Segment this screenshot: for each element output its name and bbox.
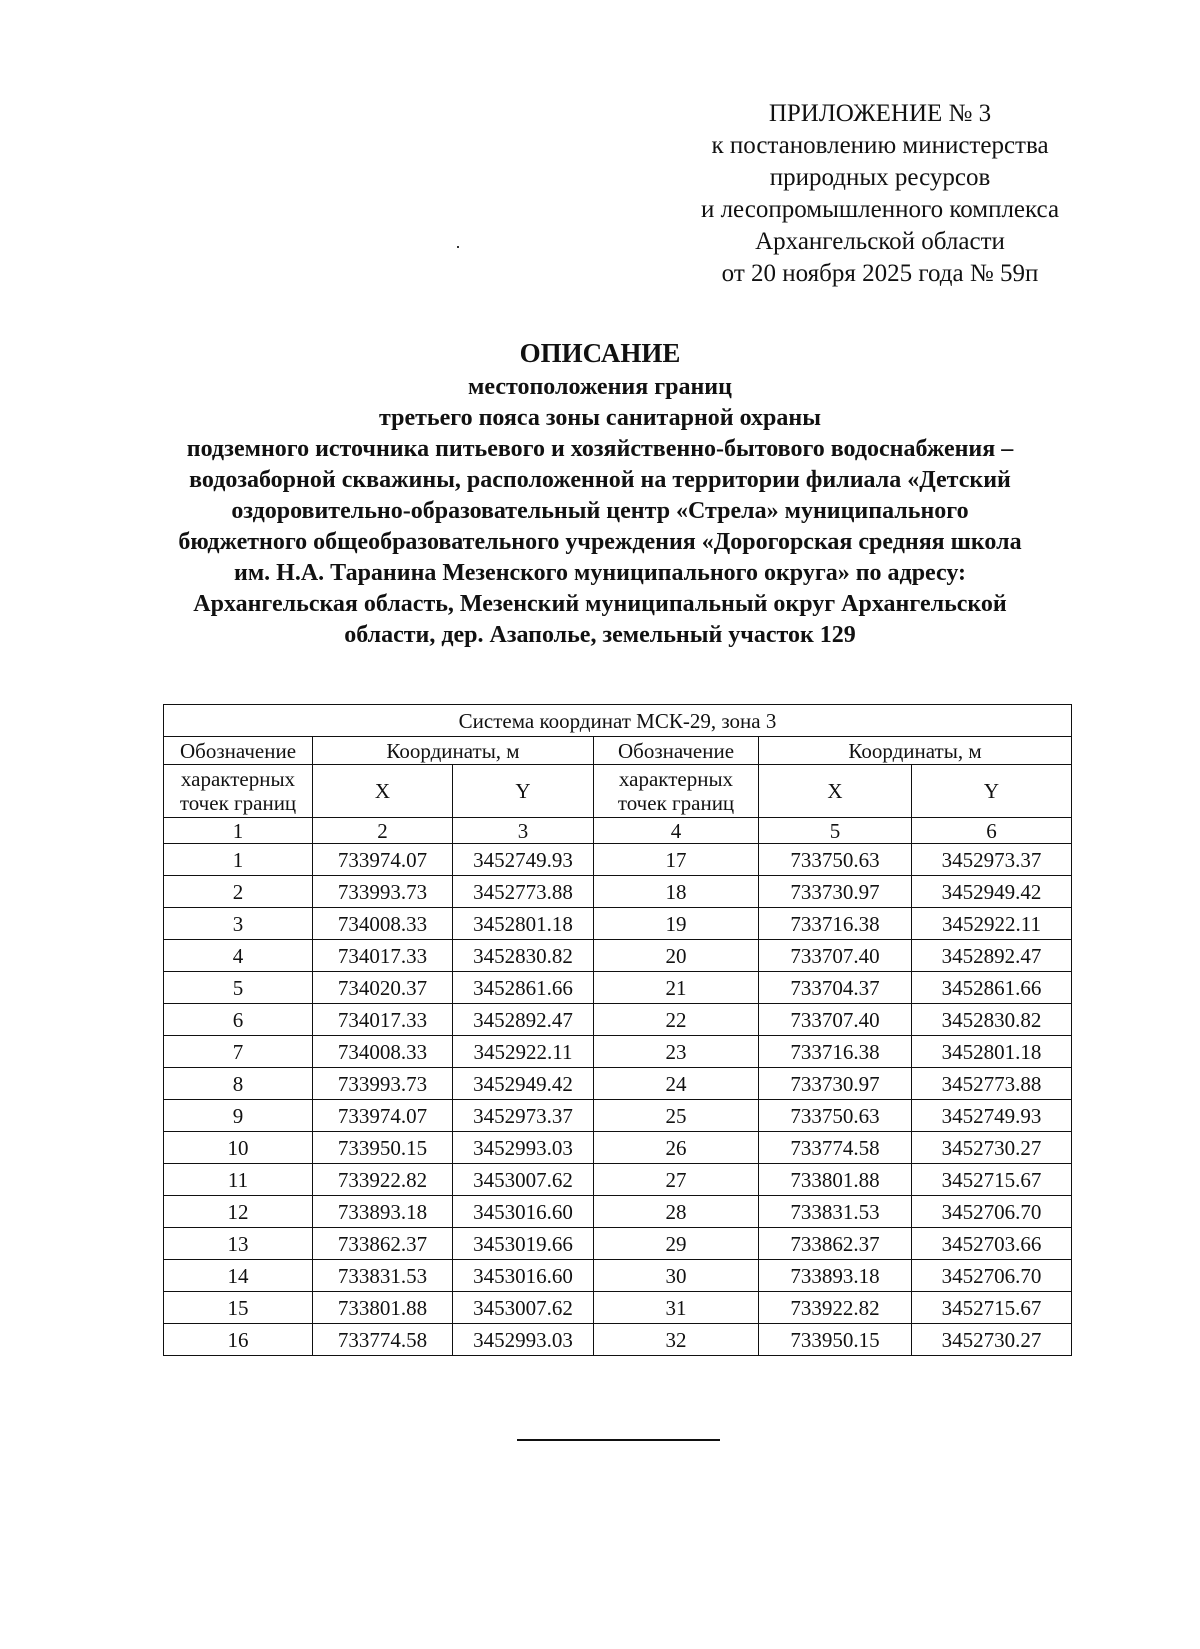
- table-row: [164, 1132, 1072, 1164]
- x-coordinate: 733831.53: [759, 1196, 912, 1228]
- y-coordinate: 3453019.66: [453, 1228, 594, 1260]
- table-row: [164, 1004, 1072, 1036]
- point-number: 17: [594, 844, 759, 876]
- y-coordinate: 3452861.66: [453, 972, 594, 1004]
- point-number: 27: [594, 1164, 759, 1196]
- column-number: 2: [313, 818, 453, 844]
- y-coordinate: 3452703.66: [912, 1228, 1072, 1260]
- point-number: 6: [164, 1004, 313, 1036]
- table-row: [164, 940, 1072, 972]
- x-coordinate: 733993.73: [313, 1068, 453, 1100]
- table-row: [164, 876, 1072, 908]
- y-coordinate: 3453007.62: [453, 1292, 594, 1324]
- point-number: 13: [164, 1228, 313, 1260]
- title-line: местоположения границ: [468, 374, 732, 400]
- point-header-cell: [594, 765, 759, 818]
- x-coordinate: 734017.33: [313, 1004, 453, 1036]
- y-coordinate: 3452949.42: [912, 876, 1072, 908]
- y-coordinate: 3452830.82: [453, 940, 594, 972]
- point-number: 9: [164, 1100, 313, 1132]
- x-coordinate: 733950.15: [313, 1132, 453, 1164]
- y-coordinate: 3452773.88: [453, 876, 594, 908]
- x-coordinate: 733974.07: [313, 1100, 453, 1132]
- y-coordinate: 3452801.18: [453, 908, 594, 940]
- point-number: 12: [164, 1196, 313, 1228]
- x-header: X: [759, 765, 912, 818]
- point-number: 22: [594, 1004, 759, 1036]
- x-coordinate: 733750.63: [759, 844, 912, 876]
- title-line: водозаборной скважины, расположенной на территории филиала «Детский: [189, 467, 1011, 493]
- x-coordinate: 733716.38: [759, 908, 912, 940]
- title-line: третьего пояса зоны санитарной охраны: [379, 405, 821, 431]
- table-row: [164, 1292, 1072, 1324]
- title-line: подземного источника питьевого и хозяйственно-бытового водоснабжения –: [186, 436, 1014, 462]
- x-coordinate: 733922.82: [313, 1164, 453, 1196]
- coordinates-table: [163, 704, 1072, 1356]
- coords-header: Координаты, м: [759, 737, 1072, 765]
- x-coordinate: 733893.18: [313, 1196, 453, 1228]
- point-header-line: Обозначение: [164, 737, 313, 765]
- x-coordinate: 734020.37: [313, 972, 453, 1004]
- y-coordinate: 3453016.60: [453, 1196, 594, 1228]
- point-header-line: характерных: [618, 767, 734, 791]
- x-coordinate: 733774.58: [759, 1132, 912, 1164]
- table-row: [164, 1324, 1072, 1356]
- y-coordinate: 3452993.03: [453, 1132, 594, 1164]
- appendix-line: ПРИЛОЖЕНИЕ № 3: [768, 100, 992, 127]
- x-coordinate: 733707.40: [759, 1004, 912, 1036]
- title-main: ОПИСАНИЕ: [519, 338, 681, 368]
- table-row: [164, 1260, 1072, 1292]
- point-number: 23: [594, 1036, 759, 1068]
- appendix-line: от 20 ноября 2025 года № 59п: [721, 260, 1039, 287]
- x-coordinate: 733950.15: [759, 1324, 912, 1356]
- table-row: [164, 1196, 1072, 1228]
- table-row: [164, 1100, 1072, 1132]
- point-number: 31: [594, 1292, 759, 1324]
- table-row: [164, 972, 1072, 1004]
- title-line: им. Н.А. Таранина Мезенского муниципального округа» по адресу:: [233, 560, 966, 586]
- point-number: 20: [594, 940, 759, 972]
- column-number-row: [164, 818, 1072, 844]
- y-coordinate: 3452922.11: [453, 1036, 594, 1068]
- y-coordinate: 3452830.82: [912, 1004, 1072, 1036]
- x-coordinate: 733801.88: [759, 1164, 912, 1196]
- x-coordinate: 734008.33: [313, 908, 453, 940]
- y-coordinate: 3453007.62: [453, 1164, 594, 1196]
- table-row: [164, 1228, 1072, 1260]
- x-coordinate: 733974.07: [313, 844, 453, 876]
- point-number: 30: [594, 1260, 759, 1292]
- point-number: 19: [594, 908, 759, 940]
- x-coordinate: 733730.97: [759, 876, 912, 908]
- column-number: 4: [594, 818, 759, 844]
- system-row: [164, 705, 1072, 737]
- scan-speck: [457, 246, 459, 248]
- y-coordinate: 3453016.60: [453, 1260, 594, 1292]
- point-header-line: характерных: [180, 767, 296, 791]
- coordinate-system-label: Система координат МСК-29, зона 3: [164, 705, 1072, 737]
- y-coordinate: 3452715.67: [912, 1292, 1072, 1324]
- appendix-line: и лесопромышленного комплекса: [700, 196, 1060, 223]
- x-coordinate: 733716.38: [759, 1036, 912, 1068]
- y-coordinate: 3452993.03: [453, 1324, 594, 1356]
- x-coordinate: 733801.88: [313, 1292, 453, 1324]
- y-coordinate: 3452922.11: [912, 908, 1072, 940]
- appendix-line: природных ресурсов: [769, 164, 991, 191]
- x-coordinate: 733730.97: [759, 1068, 912, 1100]
- point-number: 8: [164, 1068, 313, 1100]
- x-coordinate: 733862.37: [313, 1228, 453, 1260]
- x-coordinate: 734017.33: [313, 940, 453, 972]
- document-title: [100, 336, 1100, 651]
- point-number: 10: [164, 1132, 313, 1164]
- y-coordinate: 3452749.93: [912, 1100, 1072, 1132]
- point-number: 32: [594, 1324, 759, 1356]
- appendix-line: Архангельской области: [755, 228, 1005, 255]
- y-coordinate: 3452949.42: [453, 1068, 594, 1100]
- point-number: 14: [164, 1260, 313, 1292]
- appendix-line: к постановлению министерства: [711, 132, 1049, 159]
- x-coordinate: 733831.53: [313, 1260, 453, 1292]
- point-number: 5: [164, 972, 313, 1004]
- point-number: 11: [164, 1164, 313, 1196]
- x-header: X: [313, 765, 453, 818]
- y-coordinate: 3452706.70: [912, 1196, 1072, 1228]
- point-number: 3: [164, 908, 313, 940]
- x-coordinate: 733707.40: [759, 940, 912, 972]
- point-number: 7: [164, 1036, 313, 1068]
- point-number: 4: [164, 940, 313, 972]
- y-coordinate: 3452730.27: [912, 1132, 1072, 1164]
- point-number: 26: [594, 1132, 759, 1164]
- column-number: 5: [759, 818, 912, 844]
- point-number: 18: [594, 876, 759, 908]
- x-coordinate: 734008.33: [313, 1036, 453, 1068]
- header-row: [164, 737, 1072, 765]
- y-header: Y: [453, 765, 594, 818]
- y-coordinate: 3452715.67: [912, 1164, 1072, 1196]
- y-coordinate: 3452892.47: [453, 1004, 594, 1036]
- table-row: [164, 908, 1072, 940]
- y-header: Y: [912, 765, 1072, 818]
- x-coordinate: 733750.63: [759, 1100, 912, 1132]
- y-coordinate: 3452749.93: [453, 844, 594, 876]
- x-coordinate: 733774.58: [313, 1324, 453, 1356]
- point-number: 25: [594, 1100, 759, 1132]
- y-coordinate: 3452861.66: [912, 972, 1072, 1004]
- y-coordinate: 3452773.88: [912, 1068, 1072, 1100]
- point-number: 28: [594, 1196, 759, 1228]
- x-coordinate: 733922.82: [759, 1292, 912, 1324]
- column-number: 1: [164, 818, 313, 844]
- table-row: [164, 1068, 1072, 1100]
- point-number: 24: [594, 1068, 759, 1100]
- point-number: 16: [164, 1324, 313, 1356]
- appendix-header: [640, 98, 1120, 290]
- point-number: 2: [164, 876, 313, 908]
- bottom-rule: [517, 1439, 720, 1441]
- x-coordinate: 733862.37: [759, 1228, 912, 1260]
- title-line: оздоровительно-образовательный центр «Стрела» муниципального: [231, 498, 969, 524]
- title-line: области, дер. Азаполье, земельный участок 129: [344, 622, 856, 648]
- point-number: 15: [164, 1292, 313, 1324]
- point-header-line: точек границ: [617, 791, 735, 815]
- y-coordinate: 3452973.37: [453, 1100, 594, 1132]
- y-coordinate: 3452801.18: [912, 1036, 1072, 1068]
- point-number: 21: [594, 972, 759, 1004]
- y-coordinate: 3452892.47: [912, 940, 1072, 972]
- point-number: 29: [594, 1228, 759, 1260]
- y-coordinate: 3452730.27: [912, 1324, 1072, 1356]
- coords-header: Координаты, м: [313, 737, 594, 765]
- point-header-cell: [164, 765, 313, 818]
- x-coordinate: 733893.18: [759, 1260, 912, 1292]
- x-coordinate: 733993.73: [313, 876, 453, 908]
- y-coordinate: 3452706.70: [912, 1260, 1072, 1292]
- column-number: 3: [453, 818, 594, 844]
- x-coordinate: 733704.37: [759, 972, 912, 1004]
- y-coordinate: 3452973.37: [912, 844, 1072, 876]
- table-row: [164, 844, 1072, 876]
- column-number: 6: [912, 818, 1072, 844]
- point-number: 1: [164, 844, 313, 876]
- subheader-row: [164, 765, 1072, 818]
- point-header-line: Обозначение: [594, 737, 759, 765]
- table-row: [164, 1164, 1072, 1196]
- title-line: бюджетного общеобразовательного учреждения «Дорогорская средняя школа: [178, 529, 1022, 555]
- title-line: Архангельская область, Мезенский муниципальный округ Архангельской: [193, 591, 1007, 617]
- point-header-line: точек границ: [179, 791, 297, 815]
- table-row: [164, 1036, 1072, 1068]
